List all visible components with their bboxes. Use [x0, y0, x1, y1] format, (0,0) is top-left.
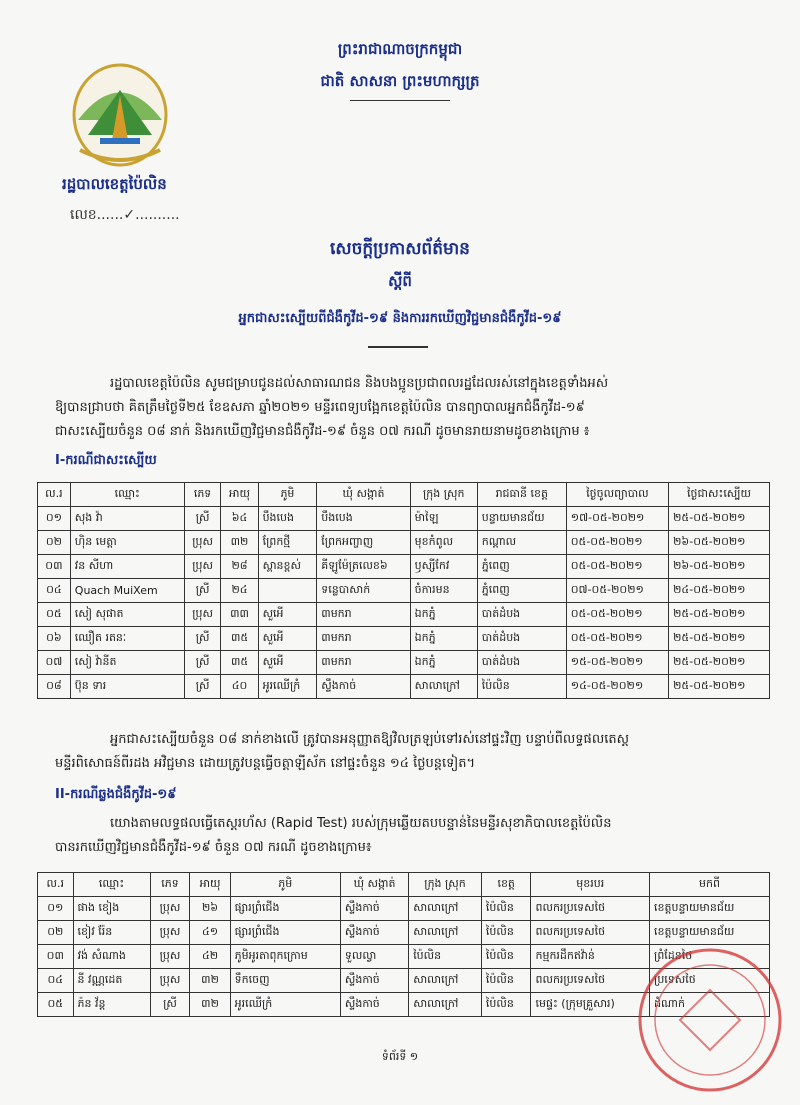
- table-cell: សាលាក្រៅ: [409, 921, 482, 945]
- table-cell: ០៤: [38, 579, 71, 603]
- cases-intro: [55, 812, 755, 860]
- table-cell: ប៉ៃលិន: [477, 675, 566, 699]
- table-cell: ស្រី: [184, 651, 221, 675]
- table-cell: ៣៥: [221, 651, 258, 675]
- table-cell: ប៉ៃលិន: [409, 945, 482, 969]
- recovered-note: [55, 728, 755, 776]
- table-cell: ផ្សារព្រំជើង: [230, 921, 340, 945]
- table-cell: ប្រុស: [184, 531, 221, 555]
- table-cell: ២៦-០៥-២០២១: [669, 555, 770, 579]
- table-cell: ពលករប្រទេសថៃ: [531, 969, 650, 993]
- section-recovered-heading: I-ករណីជាសះស្បើយ: [55, 453, 157, 468]
- table-cell: ប៊ុន ទារ: [70, 675, 184, 699]
- table-cell: មេផ្ទះ (ក្រុមគ្រួសារ): [531, 993, 650, 1017]
- intro-paragraph: [55, 372, 755, 444]
- table-cell: ផាង ខៀង: [73, 897, 150, 921]
- table-cell: ០៥: [38, 993, 74, 1017]
- table-cell: ២៤-០៥-២០២១: [669, 579, 770, 603]
- table-cell: ប៉ៃលិន: [481, 945, 531, 969]
- table-cell: សាលាក្រៅ: [409, 969, 482, 993]
- table-cell: ឯកភ្នំ: [410, 651, 477, 675]
- table-row: [38, 651, 770, 675]
- table-cell: ប៉ៃលិន: [481, 897, 531, 921]
- announcement-title: សេចក្តីប្រកាសព័ត៌មាន: [330, 239, 470, 259]
- column-header: ក្រុង ស្រុក: [410, 483, 477, 507]
- table-cell: ៤១: [190, 921, 230, 945]
- table-cell: ៣មករា: [317, 603, 410, 627]
- table-cell: អូរឈើក្រំ: [230, 993, 340, 1017]
- motto-divider: [350, 100, 450, 101]
- table-cell: ០៥: [38, 603, 71, 627]
- table-cell: ៣២: [190, 993, 230, 1017]
- column-header: ឃុំ សង្កាត់: [317, 483, 410, 507]
- table-cell: ០៥-០៥-២០២១: [566, 627, 668, 651]
- column-header: ក្រុង ស្រុក: [409, 873, 482, 897]
- table-cell: សាលាក្រៅ: [410, 675, 477, 699]
- table-cell: ៣មករា: [317, 627, 410, 651]
- table-cell: ទួលល្វា: [340, 945, 408, 969]
- table-cell: ៣មករា: [317, 651, 410, 675]
- table-header-row: [38, 483, 770, 507]
- table-cell: ៦៤: [221, 507, 258, 531]
- table-cell: ស្ពានខ្ពស់: [258, 555, 317, 579]
- table-cell: ប្រុស: [150, 969, 190, 993]
- table-cell: ខេត្តបន្ទាយមានជ័យ: [650, 897, 770, 921]
- column-header: ថ្ងៃចូលព្យាបាល: [566, 483, 668, 507]
- table-cell: ម៉ាឡៃ: [410, 507, 477, 531]
- table-cell: កណ្តាល: [477, 531, 566, 555]
- table-cell: បន្ទាយមានជ័យ: [477, 507, 566, 531]
- table-cell: ចំការមន: [410, 579, 477, 603]
- column-header: រាជធានី ខេត្ត: [477, 483, 566, 507]
- table-cell: ឈឿត រតនៈ: [70, 627, 184, 651]
- table-cell: ២៥-០៥-២០២១: [669, 507, 770, 531]
- table-cell: ឯកភ្នំ: [410, 603, 477, 627]
- table-cell: សួអើ: [258, 603, 317, 627]
- table-cell: ០៤: [38, 969, 74, 993]
- provincial-logo: [70, 60, 170, 170]
- column-header: ភេទ: [184, 483, 221, 507]
- column-header: មុខរបរ: [531, 873, 650, 897]
- table-cell: ០៧: [38, 651, 71, 675]
- table-cell: ភ៉ន វ័ន្ត: [73, 993, 150, 1017]
- table-cell: នី វណ្ណដេត: [73, 969, 150, 993]
- table-cell: បឹងបេង: [258, 507, 317, 531]
- table-cell: ស្រី: [184, 579, 221, 603]
- table-cell: ០៥-០៥-២០២១: [566, 531, 668, 555]
- table-cell: ០៥-០៥-២០២១: [566, 603, 668, 627]
- column-header: មកពី: [650, 873, 770, 897]
- table-cell: ឯកភ្នំ: [410, 627, 477, 651]
- table-cell: សាលាក្រៅ: [409, 897, 482, 921]
- section-cases-heading: II-ករណីឆ្លងជំងឺកូវីដ-១៩: [55, 787, 177, 802]
- table-cell: ប្រុស: [150, 897, 190, 921]
- table-cell: ពលករប្រទេសថៃ: [531, 921, 650, 945]
- table-cell: សុង វ៉ា: [70, 507, 184, 531]
- table-cell: ប៉ៃលិន: [481, 921, 531, 945]
- table-cell: ០៥-០៥-២០២១: [566, 555, 668, 579]
- table-cell: ឫស្សីកែវ: [410, 555, 477, 579]
- table-cell: ៣២: [190, 969, 230, 993]
- table-cell: ដំណាក់: [650, 993, 770, 1017]
- table-header-row: [38, 873, 770, 897]
- table-cell: ០២: [38, 921, 74, 945]
- table-cell: ៣៥: [221, 627, 258, 651]
- office-name: រដ្ឋបាលខេត្តប៉ៃលិន: [62, 175, 167, 193]
- table-cell: ពលករប្រទេសថៃ: [531, 897, 650, 921]
- table-cell: ទឹកចេញ: [230, 969, 340, 993]
- table-row: [38, 579, 770, 603]
- table-cell: ស្រី: [184, 627, 221, 651]
- table-cell: ១៤-០៥-២០២១: [566, 675, 668, 699]
- column-header: ល.រ: [38, 483, 71, 507]
- table-cell: ស្ទឹងកាច់: [340, 969, 408, 993]
- table-row: [38, 531, 770, 555]
- column-header: ភេទ: [150, 873, 190, 897]
- table-cell: ២៨: [221, 555, 258, 579]
- table-cell: ០២: [38, 531, 71, 555]
- table-cell: ២៥-០៥-២០២១: [669, 603, 770, 627]
- column-header: ថ្ងៃជាសះស្បើយ: [669, 483, 770, 507]
- table-cell: ស្ទឹងកាច់: [340, 993, 408, 1017]
- announcement-subject: អ្នកជាសះស្បើយពីជំងឺកូវីដ-១៩ និងការរកឃើញវិជ្ជមានជំងឺកូវីដ-១៩: [238, 311, 562, 326]
- reference-number: លេខ......✓..........: [70, 207, 180, 223]
- note-line: មន្ទីរពិសោធន៍ពីរដង អវិជ្ជមាន ដោយត្រូវបន្តធ្វើចត្តាឡីស័ក នៅផ្ទះចំនួន ១៤ ថ្ងៃបន្តទៀត។: [55, 756, 476, 771]
- table-cell: ២៥-០៥-២០២១: [669, 675, 770, 699]
- table-cell: បាត់ដំបង: [477, 603, 566, 627]
- intro-line: រដ្ឋបាលខេត្តប៉ៃលិន សូមជម្រាបជូនដល់សាធារណជន និងបងប្អូនប្រជាពលរដ្ឋដែលរស់នៅក្នុងខេត្តទាំងអស់: [110, 376, 609, 391]
- table-cell: ប្រុស: [184, 603, 221, 627]
- table-cell: ព្រែកថ្មី: [258, 531, 317, 555]
- recovered-table: [37, 482, 770, 699]
- column-header: ភូមិ: [230, 873, 340, 897]
- page-number: ទំព័រទី ១: [381, 1050, 419, 1063]
- table-cell: ស្ទឹងកាច់: [317, 675, 410, 699]
- table-row: [38, 507, 770, 531]
- kingdom-title: ព្រះរាជាណាចក្រកម្ពុជា: [337, 40, 463, 58]
- table-cell: ០៣: [38, 945, 74, 969]
- table-cell: ២៦-០៥-២០២១: [669, 531, 770, 555]
- table-cell: Quach MuiXem: [70, 579, 184, 603]
- table-cell: អូរឈើក្រំ: [258, 675, 317, 699]
- intro-line: ជាសះស្បើយចំនួន ០៨ នាក់ និងរកឃើញវិជ្ជមានជំងឺកូវីដ-១៩ ចំនួន ០៧ ករណី ដូចមានរាយនាមដូចខាងក្រោម ៖: [55, 424, 590, 439]
- table-cell: [258, 579, 317, 603]
- table-cell: ស្ទឹងកាច់: [340, 897, 408, 921]
- table-cell: ប្រុស: [150, 945, 190, 969]
- table-cell: ១៧-០៥-២០២១: [566, 507, 668, 531]
- table-cell: ២៦: [190, 897, 230, 921]
- table-cell: ០១: [38, 897, 74, 921]
- table-cell: សួអើ: [258, 651, 317, 675]
- table-cell: ០១: [38, 507, 71, 531]
- table-cell: ទន្លេបាសាក់: [317, 579, 410, 603]
- announcement-about: ស្តីពី: [388, 272, 412, 290]
- column-header: ល.រ: [38, 873, 74, 897]
- table-cell: គីឡូម៉ែត្រលេខ៦: [317, 555, 410, 579]
- table-cell: ២៥-០៥-២០២១: [669, 651, 770, 675]
- column-header: ឈ្មោះ: [73, 873, 150, 897]
- table-cell: ០៦: [38, 627, 71, 651]
- column-header: ខេត្ត: [481, 873, 531, 897]
- table-row: [38, 897, 770, 921]
- table-cell: បាត់ដំបង: [477, 627, 566, 651]
- table-row: [38, 675, 770, 699]
- column-header: អាយុ: [221, 483, 258, 507]
- table-cell: ប្រុស: [184, 555, 221, 579]
- table-cell: ៣២: [221, 531, 258, 555]
- table-cell: សួអើ: [258, 627, 317, 651]
- national-motto: ជាតិ សាសនា ព្រះមហាក្សត្រ: [320, 72, 480, 90]
- table-cell: ៤២: [190, 945, 230, 969]
- table-cell: ភ្នំពេញ: [477, 555, 566, 579]
- table-cell: ប្រុស: [150, 921, 190, 945]
- table-cell: ស្រី: [150, 993, 190, 1017]
- table-cell: ប៉ៃលិន: [481, 993, 531, 1017]
- table-cell: សៀ សុផាត: [70, 603, 184, 627]
- table-cell: បឹងបេង: [317, 507, 410, 531]
- table-row: [38, 603, 770, 627]
- table-cell: ព្រំដែនថៃ: [650, 945, 770, 969]
- table-cell: កម្មករដឹកឥវ៉ាន់: [531, 945, 650, 969]
- table-cell: វន សីហា: [70, 555, 184, 579]
- column-header: ឃុំ សង្កាត់: [340, 873, 408, 897]
- table-cell: ០៣: [38, 555, 71, 579]
- table-cell: វង់ សំណាង: [73, 945, 150, 969]
- column-header: ភូមិ: [258, 483, 317, 507]
- table-cell: ស្ទឹងកាច់: [340, 921, 408, 945]
- table-row: [38, 555, 770, 579]
- table-cell: ២៥-០៥-២០២១: [669, 627, 770, 651]
- table-cell: ៣៣: [221, 603, 258, 627]
- column-header: អាយុ: [190, 873, 230, 897]
- table-cell: ៤០: [221, 675, 258, 699]
- table-cell: ២៤: [221, 579, 258, 603]
- table-cell: ភ្នំពេញ: [477, 579, 566, 603]
- table-cell: ១៥-០៥-២០២១: [566, 651, 668, 675]
- column-header: ឈ្មោះ: [70, 483, 184, 507]
- note-line: អ្នកជាសះស្បើយចំនួន ០៨ នាក់ខាងលើ ត្រូវបានអនុញ្ញាតឱ្យវិលត្រឡប់ទៅរស់នៅផ្ទះវិញ បន្ទាប់ពីលទ្ធផលតេស្ត: [110, 732, 629, 747]
- table-cell: ប្រទេសថៃ: [650, 969, 770, 993]
- table-cell: ភូមិអូរតាពុកក្រោម: [230, 945, 340, 969]
- table-cell: ស្រី: [184, 507, 221, 531]
- official-stamp: [620, 935, 790, 1095]
- intro-line: ឱ្យបានជ្រាបថា គិតត្រឹមថ្ងៃទី២៥ ខែឧសភា ឆ្នាំ២០២១ មន្ទីរពេទ្យបង្អែកខេត្តប៉ៃលិន បានព្យាបាលអ្នកជំងឺកូវីដ-១៩: [55, 400, 585, 415]
- table-cell: ប៉ៃលិន: [481, 969, 531, 993]
- table-cell: ០៨: [38, 675, 71, 699]
- table-cell: សៀ វ៉ានីត: [70, 651, 184, 675]
- table-cell: សាលាក្រៅ: [409, 993, 482, 1017]
- title-divider: [368, 346, 428, 348]
- table-row: [38, 627, 770, 651]
- table-cell: មុខកំពូល: [410, 531, 477, 555]
- table-cell: បាត់ដំបង: [477, 651, 566, 675]
- cases-intro-line: យោងតាមលទ្ធផលធ្វើតេស្តរហ័ស (Rapid Test) របស់ក្រុមឆ្លើយតបបន្ទាន់នៃមន្ទីរសុខាភិបាលខេត្តប៉ៃលិន: [110, 816, 612, 831]
- table-cell: ហ៊ិន មេត្តា: [70, 531, 184, 555]
- table-cell: ខេត្តបន្ទាយមានជ័យ: [650, 921, 770, 945]
- table-cell: ខៀវ រ៉ែន: [73, 921, 150, 945]
- cases-intro-line: បានរកឃើញវិជ្ជមានជំងឺកូវីដ-១៩ ចំនួន ០៧ ករណី ដូចខាងក្រោម៖: [55, 840, 372, 855]
- table-cell: ផ្សារព្រំជើង: [230, 897, 340, 921]
- table-cell: ស្រី: [184, 675, 221, 699]
- table-cell: ០៧-០៥-២០២១: [566, 579, 668, 603]
- table-cell: ព្រែកអញ្ចាញ: [317, 531, 410, 555]
